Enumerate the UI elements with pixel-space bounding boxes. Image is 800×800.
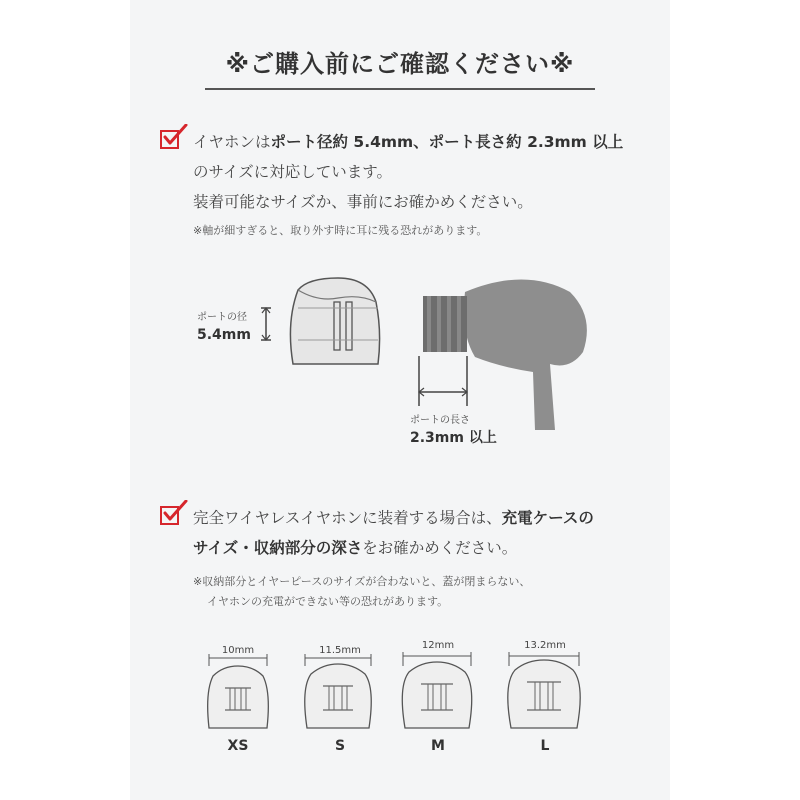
port-length-label: ポートの長さ (410, 415, 470, 426)
size-m-label: M (431, 738, 445, 754)
size-xs-label: XS (227, 738, 249, 754)
checkbox-checked-icon (160, 500, 188, 526)
port-length-value: 2.3mm 以上 (410, 430, 497, 446)
checkbox-checked-icon (160, 124, 188, 150)
size-l-tip (508, 652, 580, 728)
section1-line1: イヤホンはポート径約 5.4mm、ポート長さ約 2.3mm 以上 (193, 133, 624, 151)
size-m-tip (402, 652, 471, 728)
ear-tip-sizes-illustration (195, 652, 585, 734)
size-s-width: 11.5mm (319, 645, 361, 656)
section2-line1: 完全ワイヤレスイヤホンに装着する場合は、充電ケースの (193, 509, 594, 527)
section1-note: ※軸が細すぎると、取り外す時に耳に残る恐れがあります。 (193, 224, 488, 237)
section2-line2: サイズ・収納部分の深さをお確かめください。 (193, 539, 518, 557)
size-xs-tip (208, 654, 269, 728)
section1-line3: 装着可能なサイズか、事前にお確かめください。 (193, 193, 533, 211)
size-xs-width: 10mm (221, 645, 255, 656)
section1-line2: のサイズに対応しています。 (193, 163, 393, 181)
ear-tip-illustration (258, 272, 388, 372)
size-s-label: S (334, 738, 346, 754)
section2-note1: ※収納部分とイヤーピースのサイズが合わないと、蓋が閉まらない、 (193, 575, 531, 588)
size-s-tip (305, 654, 372, 728)
title-underline (205, 88, 595, 90)
size-l-label: L (540, 738, 550, 754)
size-l-width: 13.2mm (524, 640, 566, 651)
page-title: ※ご購入前にご確認ください※ (225, 50, 575, 78)
size-m-width: 12mm (421, 640, 455, 651)
port-diameter-value: 5.4mm (197, 327, 251, 343)
section2-note2: イヤホンの充電ができない等の恐れがあります。 (207, 595, 449, 608)
port-diameter-label: ポートの径 (197, 312, 247, 323)
